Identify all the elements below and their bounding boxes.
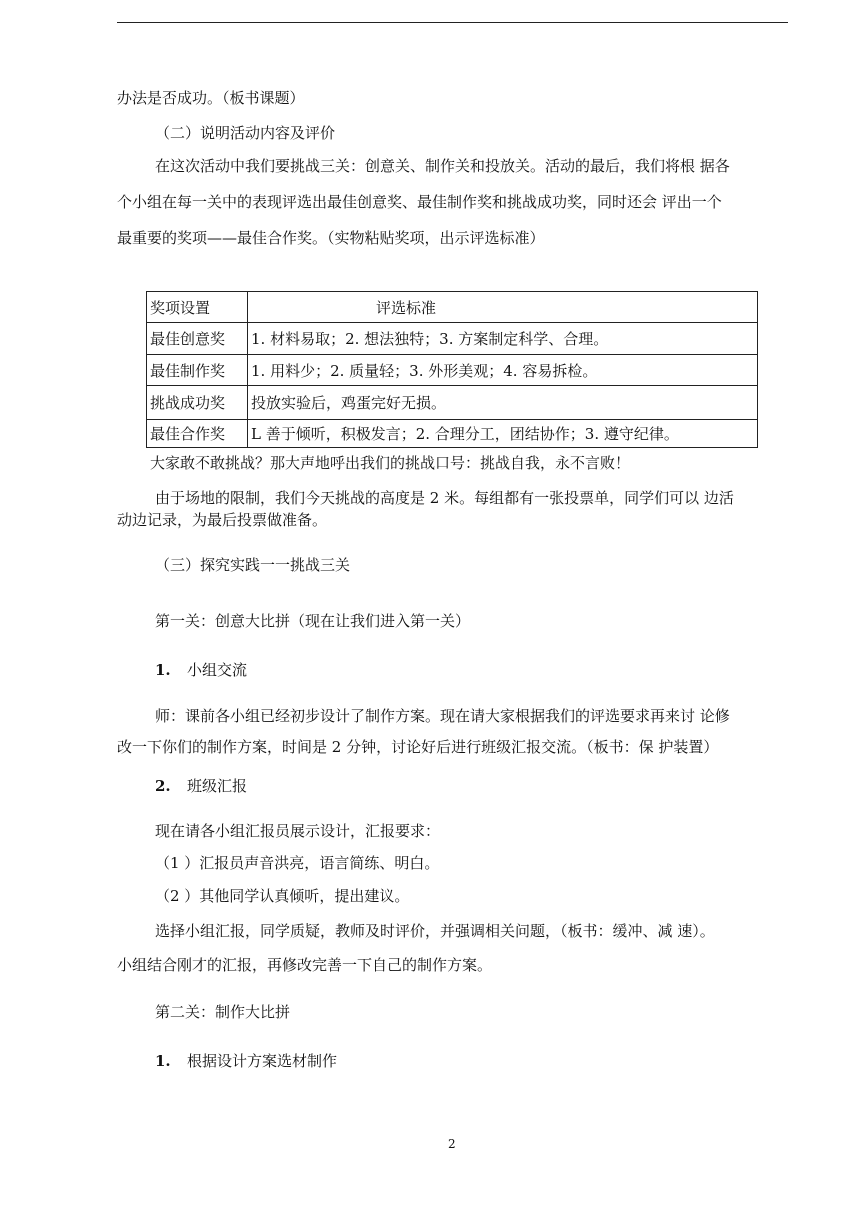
intro-end-line: 办法是否成功。（板书课题） (117, 89, 305, 107)
table-row (147, 420, 758, 448)
requirement-line: （1 ）汇报员声音洪亮，语言简练、明白。 (155, 854, 440, 872)
header-rule (117, 22, 788, 23)
level2-heading: 第二关：制作大比拼 (155, 1003, 291, 1021)
section3-heading: （三）探究实践一一挑战三关 (155, 556, 351, 574)
section2-para-line: 在这次活动中我们要挑战三关：创意关、制作关和投放关。活动的最后，我们将根 据各 (155, 157, 730, 175)
step-number: 1. (155, 661, 171, 679)
select-para-line: 选择小组汇报，同学质疑，教师及时评价，并强调相关问题，（板书：缓冲、减 速）。 (155, 922, 715, 940)
venue-line: 动边记录，为最后投票做准备。 (117, 511, 328, 529)
step1-para-line: 师：课前各小组已经初步设计了制作方案。现在请大家根据我们的评选要求再来讨 论修 (155, 707, 730, 725)
award-criteria: 1. 用料少；2. 质量轻；3. 外形美观；4. 容易拆检。 (248, 355, 758, 386)
award-criteria: 1. 材料易取；2. 想法独特；3. 方案制定科学、合理。 (248, 323, 758, 355)
award-name: 挑战成功奖 (147, 386, 248, 420)
step-number: 1. (155, 1052, 171, 1070)
page-number: 2 (448, 1137, 456, 1151)
section2-para-line: 最重要的奖项——最佳合作奖。（实物粘贴奖项，出示评选标准） (117, 229, 545, 247)
step-title: 小组交流 (187, 661, 248, 679)
table-header-criteria: 评选标准 (248, 292, 758, 323)
table-header-row (147, 292, 758, 323)
step-title: 根据设计方案选材制作 (187, 1052, 338, 1070)
report-intro-line: 现在请各小组汇报员展示设计，汇报要求： (155, 822, 441, 840)
award-criteria: 投放实验后，鸡蛋完好无损。 (248, 386, 758, 420)
select-para-line: 小组结合刚才的汇报，再修改完善一下自己的制作方案。 (117, 956, 493, 974)
step1-heading (155, 660, 835, 680)
section2-heading: （二）说明活动内容及评价 (155, 124, 336, 142)
step1-para-line: 改一下你们的制作方案，时间是 2 分钟，讨论好后进行班级汇报交流。（板书：保 护装置） (117, 738, 719, 756)
award-name: 最佳合作奖 (147, 420, 248, 448)
award-name: 最佳创意奖 (147, 323, 248, 355)
table-header-award: 奖项设置 (147, 292, 248, 323)
award-criteria-table (146, 291, 758, 448)
challenge-call-line: 大家敢不敢挑战？那大声地呼出我们的挑战口号：挑战自我，永不言败！ (150, 454, 631, 472)
step3-heading (155, 1051, 835, 1071)
step-number: 2. (155, 777, 171, 795)
level1-heading: 第一关：创意大比拼（现在让我们进入第一关） (155, 612, 471, 630)
table-row (147, 323, 758, 355)
step-title: 班级汇报 (187, 777, 248, 795)
step2-heading (155, 776, 835, 796)
award-name: 最佳制作奖 (147, 355, 248, 386)
table-row (147, 386, 758, 420)
award-criteria: L 善于倾听，积极发言；2. 合理分工，团结协作；3. 遵守纪律。 (248, 420, 758, 448)
table-row (147, 355, 758, 386)
venue-line: 由于场地的限制，我们今天挑战的高度是 2 米。每组都有一张投票单，同学们可以 边活 (155, 489, 734, 507)
section2-para-line: 个小组在每一关中的表现评选出最佳创意奖、最佳制作奖和挑战成功奖，同时还会 评出一个 (117, 193, 722, 211)
requirement-line: （2 ）其他同学认真倾听，提出建议。 (155, 887, 410, 905)
